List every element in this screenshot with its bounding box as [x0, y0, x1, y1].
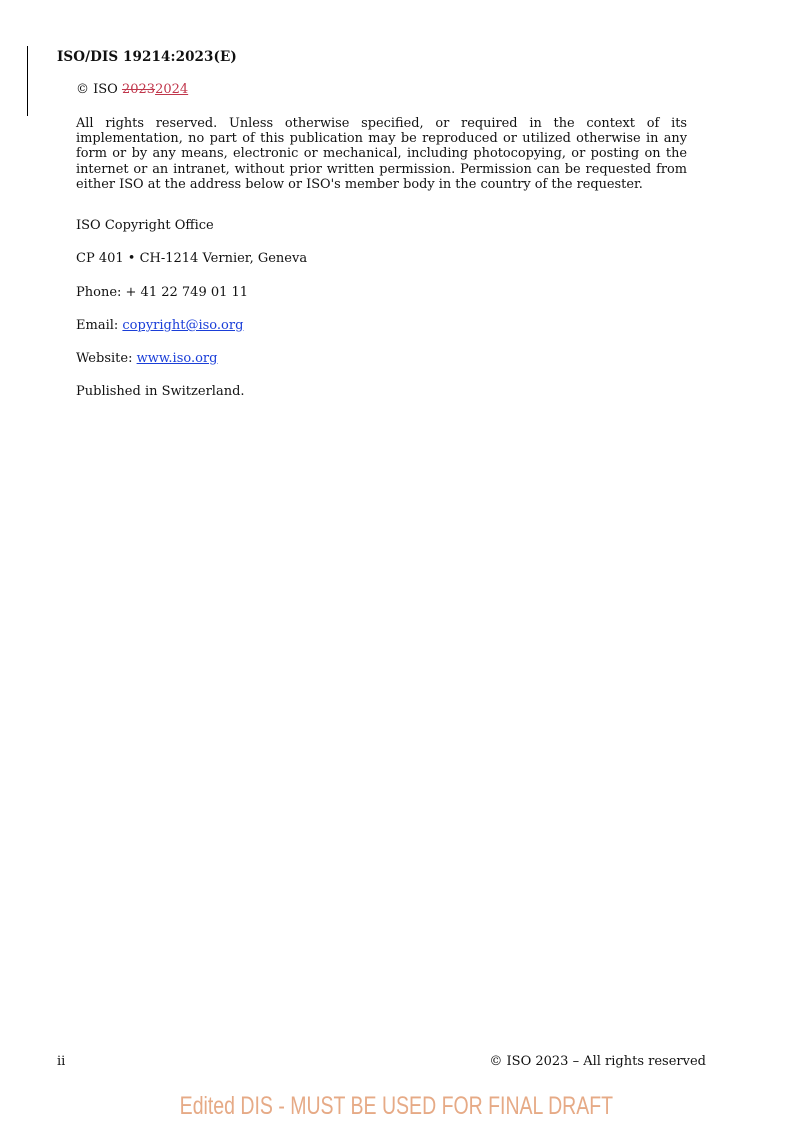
phone-number: Phone: + 41 22 749 01 11 — [76, 285, 249, 300]
website-label: Website: — [76, 351, 137, 366]
published-note: Published in Switzerland. — [76, 384, 245, 399]
revision-change-bar — [27, 46, 28, 116]
rights-paragraph: All rights reserved. Unless otherwise specified, or required in the context of its implementation, no part of this publication may be reproduced or utilized otherwise in any form or by any means, electronic or mechanical, including photocopying, or posting on the internet or an intranet, without prior written permission. Permission can be requested from either ISO at the address below or ISO's member body in the country of the requester. — [76, 116, 687, 192]
copyright-line — [76, 82, 188, 98]
email-link[interactable]: copyright@iso.org — [122, 318, 244, 333]
email-label: Email: — [76, 318, 123, 333]
copyright-office: ISO Copyright Office — [76, 218, 214, 233]
email-line — [76, 318, 243, 334]
draft-watermark: Edited DIS - MUST BE USED FOR FINAL DRAFT — [179, 1092, 614, 1120]
document-id-header: ISO/DIS 19214:2023(E) — [57, 49, 237, 65]
website-line — [76, 351, 217, 367]
office-address: CP 401 • CH-1214 Vernier, Geneva — [76, 251, 308, 266]
deleted-year: 2023 — [121, 82, 156, 97]
footer-copyright: © ISO 2023 – All rights reserved — [489, 1054, 706, 1069]
page-number: ii — [57, 1054, 66, 1069]
inserted-year: 2024 — [155, 82, 189, 97]
copyright-prefix: © ISO — [76, 82, 122, 97]
website-link[interactable]: www.iso.org — [136, 351, 218, 366]
